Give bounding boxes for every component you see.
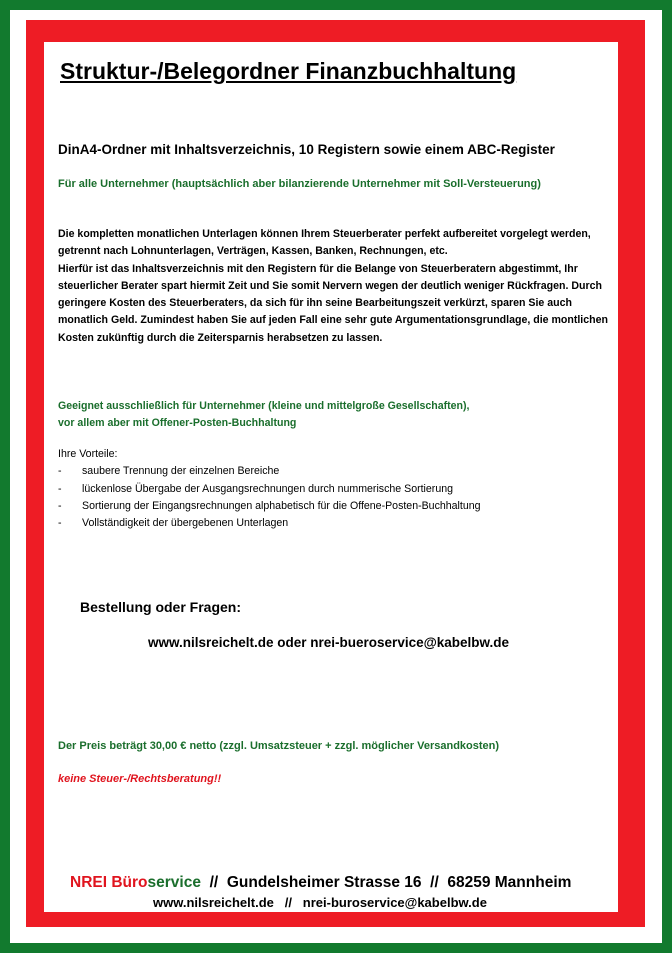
benefit-text: Vollständigkeit der übergebenen Unterlagen <box>82 517 289 530</box>
benefit-text: Sortierung der Eingangsrechnungen alphabetisch für die Offene-Posten-Buchhaltung <box>82 499 481 512</box>
price-note: Der Preis beträgt 30,00 € netto (zzgl. Umsatzsteuer + zzgl. möglicher Versandkosten) <box>58 740 500 752</box>
benefit-text: lückenlose Übergabe der Ausgangsrechnungen durch nummerische Sortierung <box>82 482 454 495</box>
list-item <box>58 515 481 532</box>
order-contact: www.nilsreichelt.de oder nrei-bueroservice@kabelbw.de <box>148 635 510 650</box>
suitability-line-1: Geeignet ausschließlich für Unternehmer (kleine und mittelgroße Gesellschaften), <box>58 400 470 412</box>
suitability-line-2: vor allem aber mit Offener-Posten-Buchhaltung <box>58 417 297 429</box>
footer-contact-line: www.nilsreichelt.de // nrei-buroservice@kabelbw.de <box>153 895 487 910</box>
page-title: Struktur-/Belegordner Finanzbuchhaltung <box>60 58 517 84</box>
list-item <box>58 498 481 515</box>
suitability-note <box>58 398 470 432</box>
footer-address: // Gundelsheimer Strasse 16 // 68259 Mannheim <box>200 874 572 891</box>
brand-nrei: NREI <box>70 874 108 891</box>
bullet-dash: - <box>58 482 62 495</box>
benefit-text: saubere Trennung der einzelnen Bereiche <box>82 465 280 478</box>
bullet-dash: - <box>58 465 62 478</box>
bullet-dash: - <box>58 517 62 530</box>
list-item <box>58 481 481 498</box>
list-item <box>58 463 481 480</box>
description-paragraph-2: Hierfür ist das Inhaltsverzeichnis mit den Registern für die Belange von Steuerberatern abgestimmt, Ihr steuerlicher Berater spart hiermit Zeit und Sie somit Nervern wegen der deutlich weniger Rückfragen. Durch geringere Kosten des Steuerberaters, da sich für ihn seine Bearbeitungszeit verkürzt, sparen Sie auch monatlich Geld. Zumindest haben Sie auf jeden Fall eine sehr gute Argumentationsgrundlage, die montlichen Kosten zukünftig durch die Zeitersparnis herabsetzen zu lassen. <box>58 262 608 344</box>
product-subtitle: DinA4-Ordner mit Inhaltsverzeichnis, 10 Registern sowie einem ABC-Register <box>58 142 555 157</box>
brand-service: service <box>147 874 201 891</box>
target-audience: Für alle Unternehmer (hauptsächlich aber bilanzierende Unternehmer mit Soll-Versteuerung) <box>58 178 541 190</box>
description-block <box>58 226 614 347</box>
order-label: Bestellung oder Fragen: <box>80 599 242 615</box>
benefits-list <box>58 446 481 532</box>
disclaimer: keine Steuer-/Rechtsberatung!! <box>58 773 222 785</box>
description-paragraph-1: Die kompletten monatlichen Unterlagen können Ihrem Steuerberater perfekt aufbereitet vorgelegt werden, getrennt nach Lohnunterlagen, Verträgen, Kassen, Banken, Rechnungen, etc. <box>58 228 591 258</box>
bullet-dash: - <box>58 499 62 512</box>
brand-buero: Büro <box>111 874 148 891</box>
footer-address-line <box>70 874 571 892</box>
benefits-heading: Ihre Vorteile: <box>58 448 118 460</box>
